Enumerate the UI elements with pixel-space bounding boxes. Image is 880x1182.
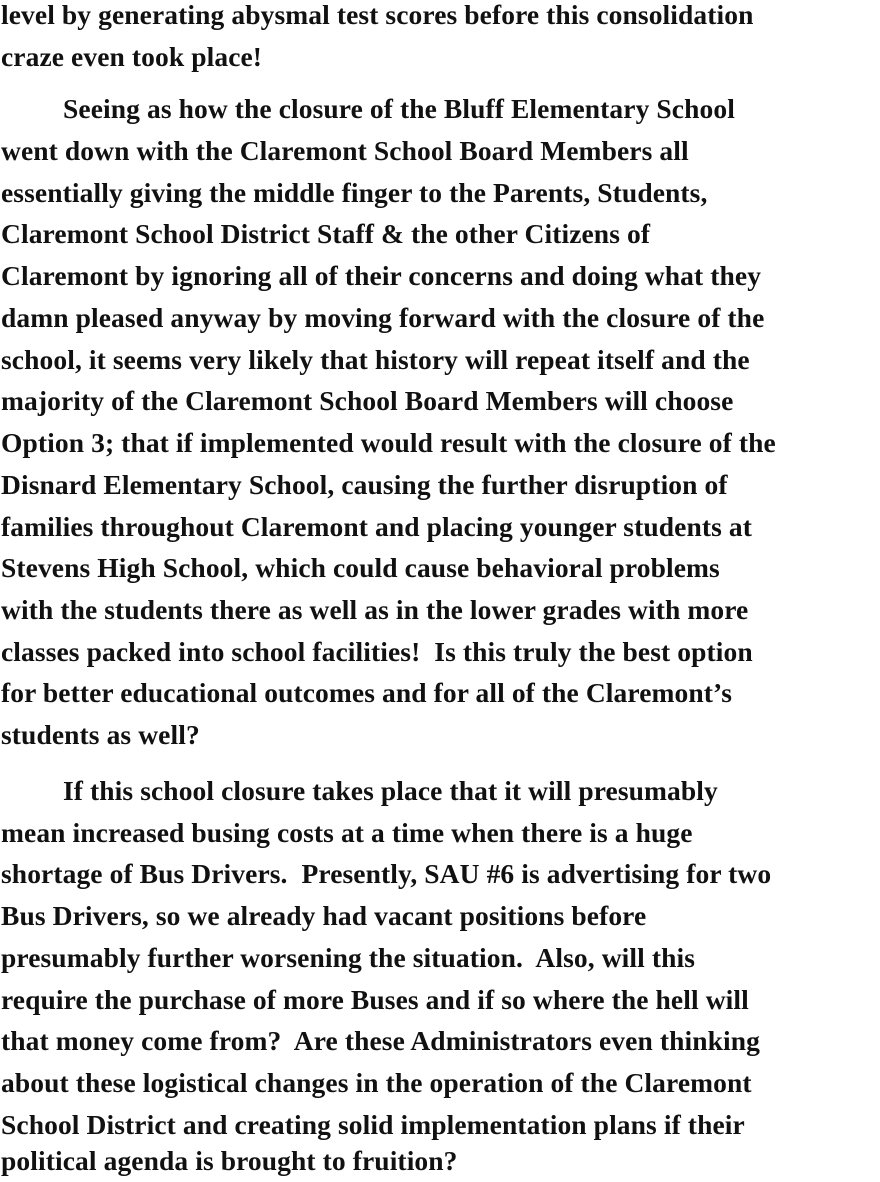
text-line: damn pleased anyway by moving forward with the closure of the bbox=[1, 302, 765, 333]
text-line: that money come from? Are these Administrators even thinking bbox=[1, 1025, 760, 1056]
text-line: Stevens High School, which could cause behavioral problems bbox=[1, 552, 720, 583]
text-line: If this school closure takes place that it will presumably bbox=[63, 775, 718, 806]
text-line: with the students there as well as in the lower grades with more bbox=[1, 594, 749, 625]
text-line: presumably further worsening the situation. Also, will this bbox=[1, 942, 696, 973]
text-line: Claremont by ignoring all of their concerns and doing what they bbox=[1, 260, 762, 291]
text-line: went down with the Claremont School Board Members all bbox=[1, 135, 689, 166]
text-line: School District and creating solid implementation plans if their bbox=[1, 1109, 745, 1140]
text-line: Option 3; that if implemented would result with the closure of the bbox=[1, 427, 776, 458]
text-line: political agenda is brought to fruition? bbox=[1, 1145, 458, 1176]
text-line: essentially giving the middle finger to the Parents, Students, bbox=[1, 177, 708, 208]
text-line: shortage of Bus Drivers. Presently, SAU #6 is advertising for two bbox=[1, 858, 772, 889]
text-line: families throughout Claremont and placing younger students at bbox=[1, 511, 752, 542]
text-line: craze even took place! bbox=[1, 41, 263, 72]
text-line: mean increased busing costs at a time when there is a huge bbox=[1, 817, 693, 848]
text-line: students as well? bbox=[1, 719, 200, 750]
text-line: require the purchase of more Buses and if so where the hell will bbox=[1, 984, 749, 1015]
text-line: majority of the Claremont School Board Members will choose bbox=[1, 385, 734, 416]
text-line: about these logistical changes in the operation of the Claremont bbox=[1, 1067, 752, 1098]
text-line: for better educational outcomes and for all of the Claremont’s bbox=[1, 677, 733, 708]
text-line: Seeing as how the closure of the Bluff Elementary School bbox=[63, 93, 735, 124]
text-line: Claremont School District Staff & the other Citizens of bbox=[1, 218, 651, 249]
text-line: Disnard Elementary School, causing the further disruption of bbox=[1, 469, 728, 500]
text-line: Bus Drivers, so we already had vacant positions before bbox=[1, 900, 647, 931]
text-line: classes packed into school facilities! Is this truly the best option bbox=[1, 636, 753, 667]
text-line: level by generating abysmal test scores before this consolidation bbox=[1, 0, 754, 30]
text-line: school, it seems very likely that history will repeat itself and the bbox=[1, 344, 750, 375]
